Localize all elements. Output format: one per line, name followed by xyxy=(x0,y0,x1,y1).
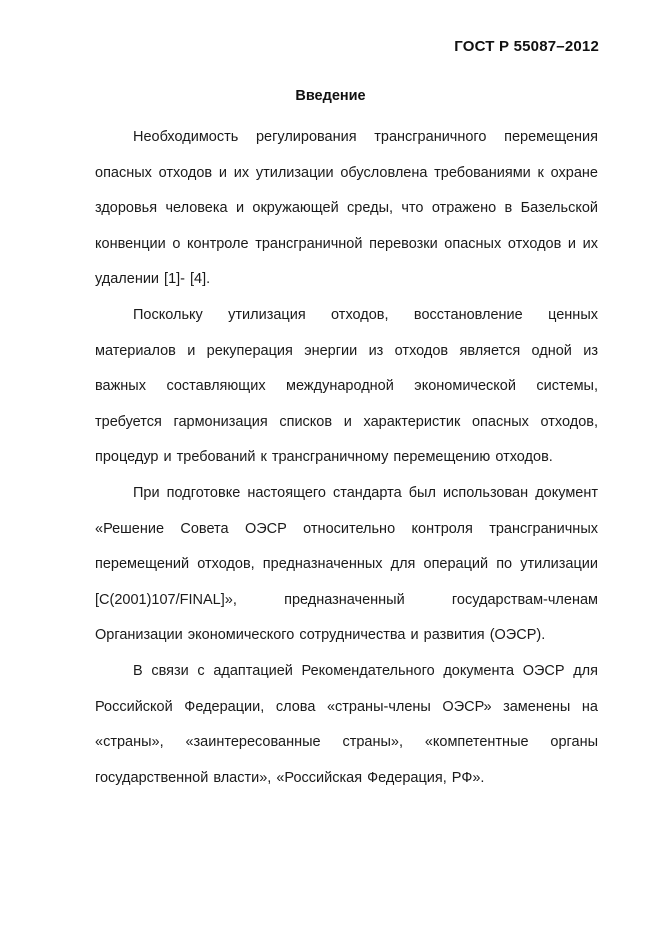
section-body xyxy=(95,120,598,796)
paragraph: При подготовке настоящего стандарта был использован документ «Решение Совета ОЭСР относительно контроля трансграничных перемещений отходов, предназначенных для операций по утилизации [C(2001)107/FINAL]», предназначенный государствам-членам Организации экономического сотрудничества и развития (ОЭСР). xyxy=(95,484,598,644)
document-code: ГОСТ Р 55087–2012 xyxy=(454,38,599,55)
paragraph: В связи с адаптацией Рекомендательного документа ОЭСР для Российской Федерации, слова «страны-члены ОЭСР» заменены на «страны», «заинтересованные страны», «компетентные органы государственной власти», «Российская Федерация, РФ». xyxy=(95,662,598,786)
paragraph: Необходимость регулирования трансграничного перемещения опасных отходов и их утилизации обусловлена требованиями к охране здоровья человека и окружающей среды, что отражено в Базельской конвенции о контроле трансграничной перевозки опасных отходов и их удалении [1]- [4]. xyxy=(95,129,598,288)
paragraph: Поскольку утилизация отходов, восстановление ценных материалов и рекуперация энергии из отходов является одной из важных составляющих международной экономической системы, требуется гармонизация списков и характеристик опасных отходов, процедур и требований к трансграничному перемещению отходов. xyxy=(95,306,598,466)
section-title: Введение xyxy=(295,88,366,104)
